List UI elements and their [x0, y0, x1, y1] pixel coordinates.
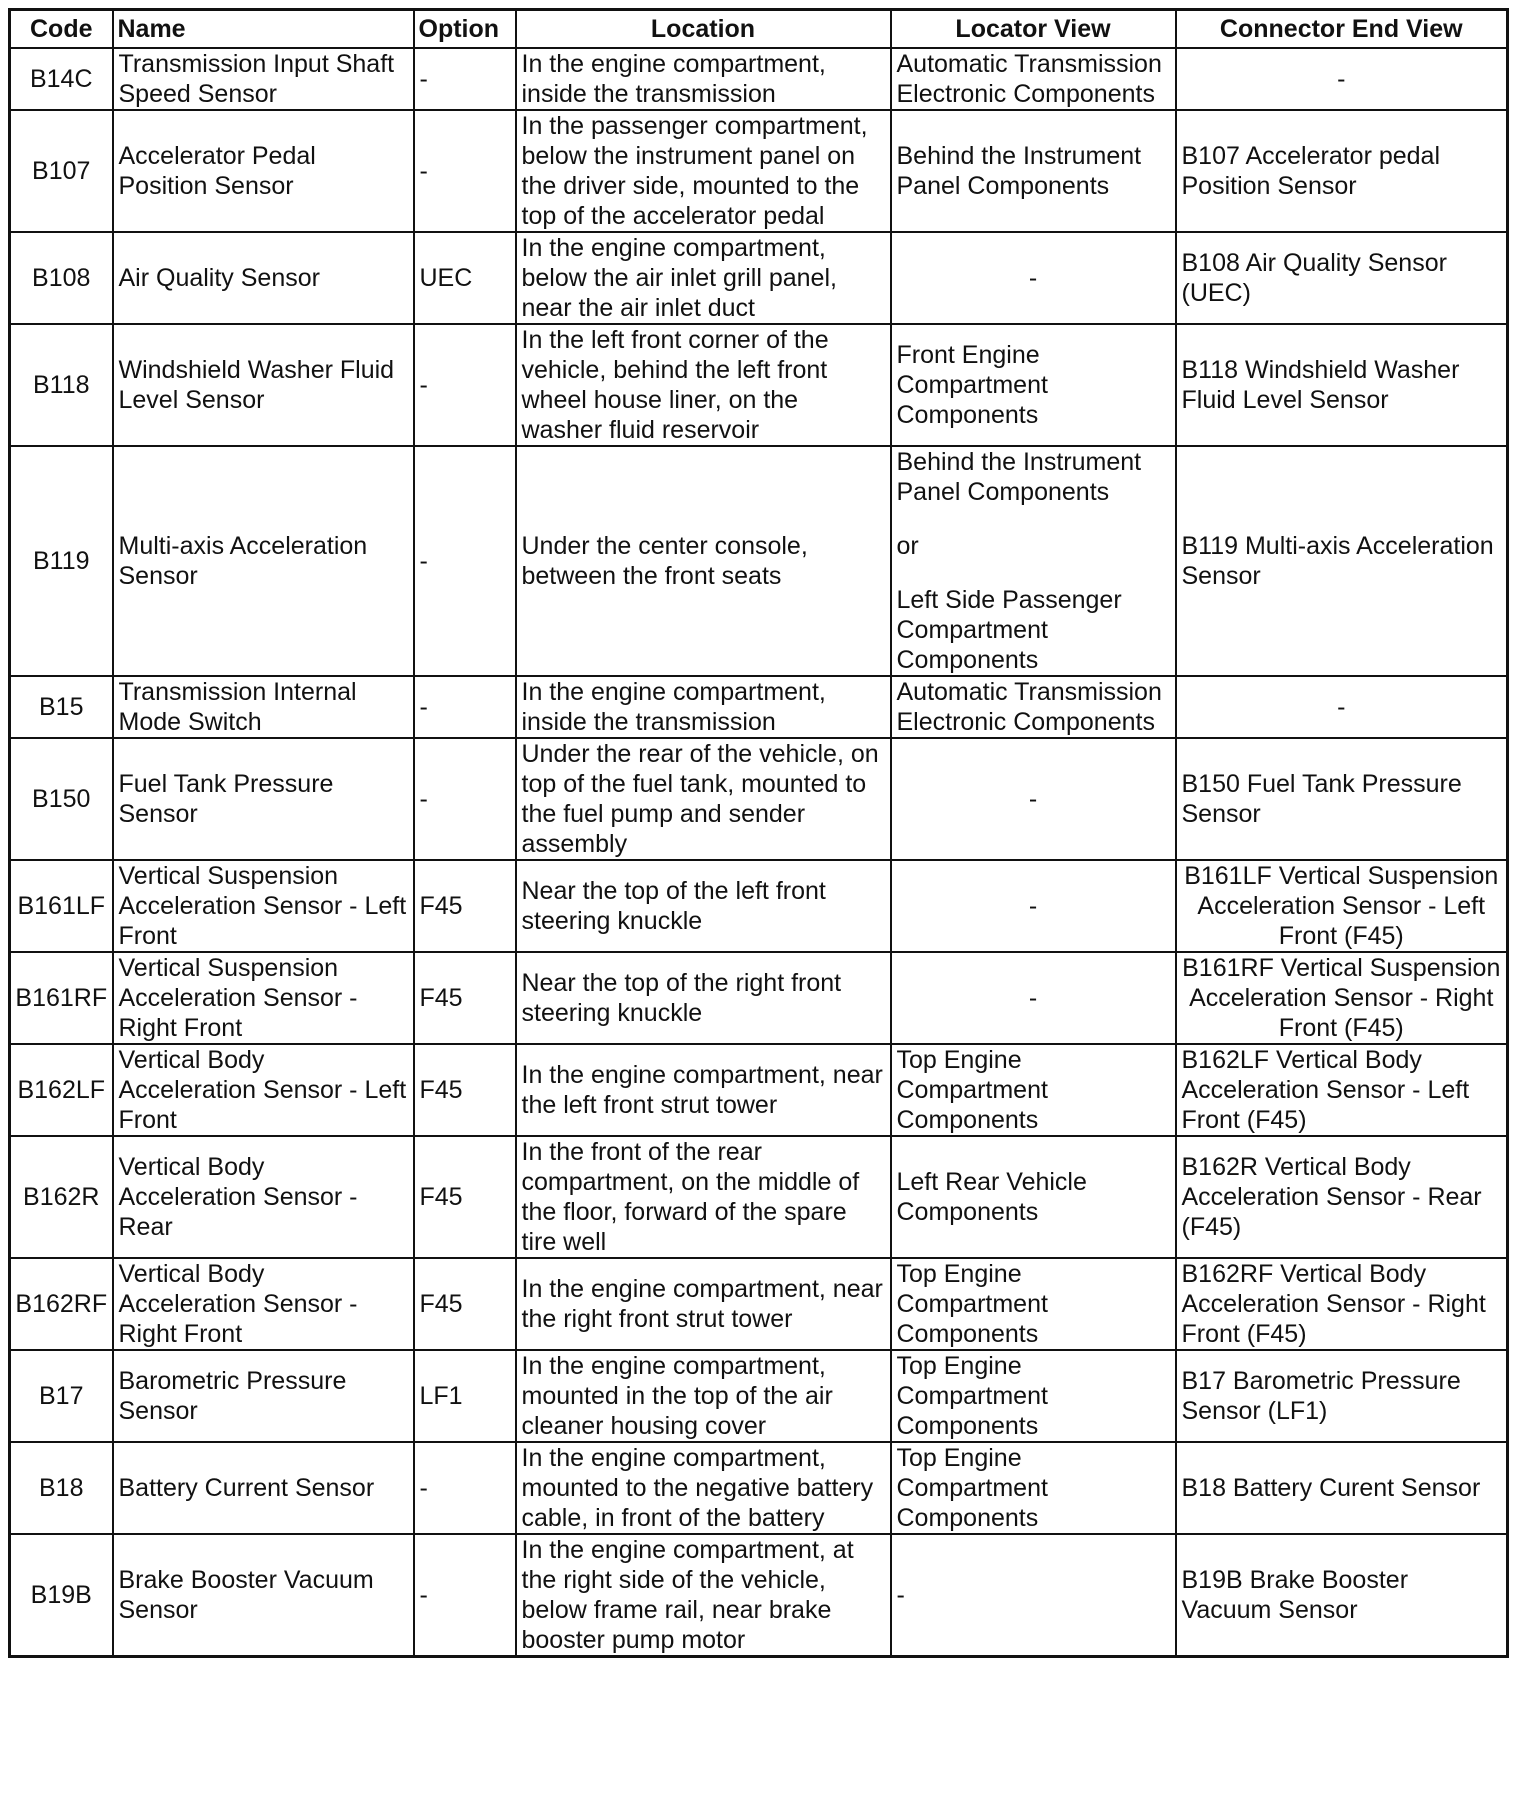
cell-locator-view — [891, 860, 1176, 952]
cell-locator-view — [891, 1442, 1176, 1534]
cell-connector-end-view: B162LF Vertical Body Acceleration Sensor - Left Front (F45) — [1176, 1044, 1508, 1136]
cell-locator-view — [891, 1534, 1176, 1657]
cell-option: - — [414, 324, 516, 446]
locator-view-text: Left Side Passenger Compartment Components — [896, 586, 1122, 674]
cell-option: UEC — [414, 232, 516, 324]
cell-location: In the front of the rear compartment, on the middle of the floor, forward of the spare tire well — [516, 1136, 891, 1258]
cell-name: Vertical Body Acceleration Sensor - Rear — [113, 1136, 414, 1258]
locator-view-text: - — [1028, 785, 1038, 813]
cell-connector-end-view: B161RF Vertical Suspension Acceleration Sensor - Right Front (F45) — [1176, 952, 1508, 1044]
cell-code: B18 — [10, 1442, 113, 1534]
cell-name: Vertical Suspension Acceleration Sensor - Left Front — [113, 860, 414, 952]
locator-view-text: Behind the Instrument Panel Components — [896, 448, 1142, 506]
locator-view-text: Behind the Instrument Panel Components — [896, 142, 1142, 200]
locator-view-text: Top Engine Compartment Components — [896, 1260, 1048, 1348]
cell-name: Transmission Input Shaft Speed Sensor — [113, 48, 414, 110]
cell-option: - — [414, 1442, 516, 1534]
cell-code: B19B — [10, 1534, 113, 1657]
table-row — [10, 1136, 1508, 1258]
cell-name: Battery Current Sensor — [113, 1442, 414, 1534]
cell-name: Air Quality Sensor — [113, 232, 414, 324]
cell-code: B118 — [10, 324, 113, 446]
cell-locator-view — [891, 1136, 1176, 1258]
cell-name: Transmission Internal Mode Switch — [113, 676, 414, 738]
cell-locator-view — [891, 676, 1176, 738]
cell-connector-end-view: B162R Vertical Body Acceleration Sensor - Rear (F45) — [1176, 1136, 1508, 1258]
component-locator-table-container — [8, 8, 1509, 1658]
table-row — [10, 446, 1508, 676]
cell-connector-end-view: B161LF Vertical Suspension Acceleration Sensor - Left Front (F45) — [1176, 860, 1508, 952]
component-locator-table — [8, 8, 1509, 1658]
table-row — [10, 1258, 1508, 1350]
locator-view-text: - — [1028, 264, 1038, 292]
cell-location: In the engine compartment, mounted to the negative battery cable, in front of the battery — [516, 1442, 891, 1534]
cell-connector-end-view: B118 Windshield Washer Fluid Level Sensor — [1176, 324, 1508, 446]
cell-location: In the passenger compartment, below the instrument panel on the driver side, mounted to the top of the accelerator pedal — [516, 110, 891, 232]
cell-location: In the engine compartment, near the left front strut tower — [516, 1044, 891, 1136]
locator-view-text: Left Rear Vehicle Components — [896, 1168, 1087, 1226]
cell-location: In the engine compartment, mounted in the top of the air cleaner housing cover — [516, 1350, 891, 1442]
cell-option: - — [414, 1534, 516, 1657]
header-row — [10, 10, 1508, 49]
table-row — [10, 1350, 1508, 1442]
cell-connector-end-view: B108 Air Quality Sensor (UEC) — [1176, 232, 1508, 324]
cell-connector-end-view: B162RF Vertical Body Acceleration Sensor - Right Front (F45) — [1176, 1258, 1508, 1350]
table-row — [10, 676, 1508, 738]
cell-name: Vertical Body Acceleration Sensor - Right Front — [113, 1258, 414, 1350]
cell-code: B14C — [10, 48, 113, 110]
cell-location: In the left front corner of the vehicle, behind the left front wheel house liner, on the washer fluid reservoir — [516, 324, 891, 446]
cell-location: In the engine compartment, inside the transmission — [516, 48, 891, 110]
cell-name: Barometric Pressure Sensor — [113, 1350, 414, 1442]
cell-code: B108 — [10, 232, 113, 324]
cell-connector-end-view: - — [1176, 676, 1508, 738]
cell-option: - — [414, 676, 516, 738]
cell-location: Under the rear of the vehicle, on top of the fuel tank, mounted to the fuel pump and sender assembly — [516, 738, 891, 860]
cell-locator-view — [891, 952, 1176, 1044]
cell-connector-end-view: B19B Brake Booster Vacuum Sensor — [1176, 1534, 1508, 1657]
cell-name: Accelerator Pedal Position Sensor — [113, 110, 414, 232]
locator-view-text: Top Engine Compartment Components — [896, 1352, 1048, 1440]
paragraph-gap — [897, 507, 1170, 531]
header-name: Name — [113, 10, 414, 49]
cell-location: In the engine compartment, near the right front strut tower — [516, 1258, 891, 1350]
cell-code: B162LF — [10, 1044, 113, 1136]
cell-locator-view — [891, 1258, 1176, 1350]
header-code: Code — [10, 10, 113, 49]
table-row — [10, 952, 1508, 1044]
cell-option: - — [414, 738, 516, 860]
cell-location: Under the center console, between the front seats — [516, 446, 891, 676]
header-connector-end-view: Connector End View — [1176, 10, 1508, 49]
cell-code: B17 — [10, 1350, 113, 1442]
table-row — [10, 324, 1508, 446]
cell-code: B162R — [10, 1136, 113, 1258]
cell-option: F45 — [414, 1258, 516, 1350]
table-body — [10, 48, 1508, 1657]
table-row — [10, 738, 1508, 860]
cell-option: F45 — [414, 860, 516, 952]
cell-connector-end-view: B150 Fuel Tank Pressure Sensor — [1176, 738, 1508, 860]
locator-view-text: Top Engine Compartment Components — [896, 1444, 1048, 1532]
cell-locator-view — [891, 110, 1176, 232]
cell-connector-end-view: B17 Barometric Pressure Sensor (LF1) — [1176, 1350, 1508, 1442]
cell-code: B161RF — [10, 952, 113, 1044]
cell-location: Near the top of the left front steering knuckle — [516, 860, 891, 952]
header-location: Location — [516, 10, 891, 49]
cell-name: Fuel Tank Pressure Sensor — [113, 738, 414, 860]
cell-option: F45 — [414, 1044, 516, 1136]
table-row — [10, 860, 1508, 952]
cell-option: - — [414, 48, 516, 110]
cell-code: B162RF — [10, 1258, 113, 1350]
table-row — [10, 48, 1508, 110]
cell-locator-view — [891, 446, 1176, 676]
cell-location: In the engine compartment, below the air inlet grill panel, near the air inlet duct — [516, 232, 891, 324]
locator-view-text: Automatic Transmission Electronic Components — [896, 50, 1162, 108]
locator-view-text: Automatic Transmission Electronic Components — [896, 678, 1162, 736]
locator-view-text: or — [896, 532, 919, 560]
locator-view-text: Front Engine Compartment Components — [896, 341, 1048, 429]
cell-connector-end-view: B119 Multi-axis Acceleration Sensor — [1176, 446, 1508, 676]
cell-locator-view — [891, 48, 1176, 110]
cell-name: Vertical Body Acceleration Sensor - Left Front — [113, 1044, 414, 1136]
cell-name: Windshield Washer Fluid Level Sensor — [113, 324, 414, 446]
cell-connector-end-view: B18 Battery Curent Sensor — [1176, 1442, 1508, 1534]
cell-option: LF1 — [414, 1350, 516, 1442]
table-header — [10, 10, 1508, 49]
cell-locator-view — [891, 1044, 1176, 1136]
cell-code: B150 — [10, 738, 113, 860]
cell-name: Brake Booster Vacuum Sensor — [113, 1534, 414, 1657]
cell-connector-end-view: B107 Accelerator pedal Position Sensor — [1176, 110, 1508, 232]
table-row — [10, 110, 1508, 232]
header-locator-view: Locator View — [891, 10, 1176, 49]
cell-code: B161LF — [10, 860, 113, 952]
locator-view-text: - — [1028, 984, 1038, 1012]
cell-option: F45 — [414, 1136, 516, 1258]
cell-option: - — [414, 110, 516, 232]
cell-locator-view — [891, 232, 1176, 324]
table-row — [10, 1044, 1508, 1136]
cell-name: Vertical Suspension Acceleration Sensor - Right Front — [113, 952, 414, 1044]
header-option: Option — [414, 10, 516, 49]
table-row — [10, 232, 1508, 324]
cell-code: B107 — [10, 110, 113, 232]
locator-view-text: - — [1028, 892, 1038, 920]
cell-code: B119 — [10, 446, 113, 676]
cell-location: Near the top of the right front steering knuckle — [516, 952, 891, 1044]
cell-connector-end-view: - — [1176, 48, 1508, 110]
paragraph-gap — [897, 561, 1170, 585]
cell-option: F45 — [414, 952, 516, 1044]
locator-view-text: - — [896, 1581, 905, 1609]
cell-locator-view — [891, 1350, 1176, 1442]
locator-view-text: Top Engine Compartment Components — [896, 1046, 1048, 1134]
cell-name: Multi-axis Acceleration Sensor — [113, 446, 414, 676]
cell-location: In the engine compartment, at the right side of the vehicle, below frame rail, near brake booster pump motor — [516, 1534, 891, 1657]
cell-code: B15 — [10, 676, 113, 738]
cell-location: In the engine compartment, inside the transmission — [516, 676, 891, 738]
cell-locator-view — [891, 738, 1176, 860]
table-row — [10, 1442, 1508, 1534]
cell-option: - — [414, 446, 516, 676]
cell-locator-view — [891, 324, 1176, 446]
table-row — [10, 1534, 1508, 1657]
